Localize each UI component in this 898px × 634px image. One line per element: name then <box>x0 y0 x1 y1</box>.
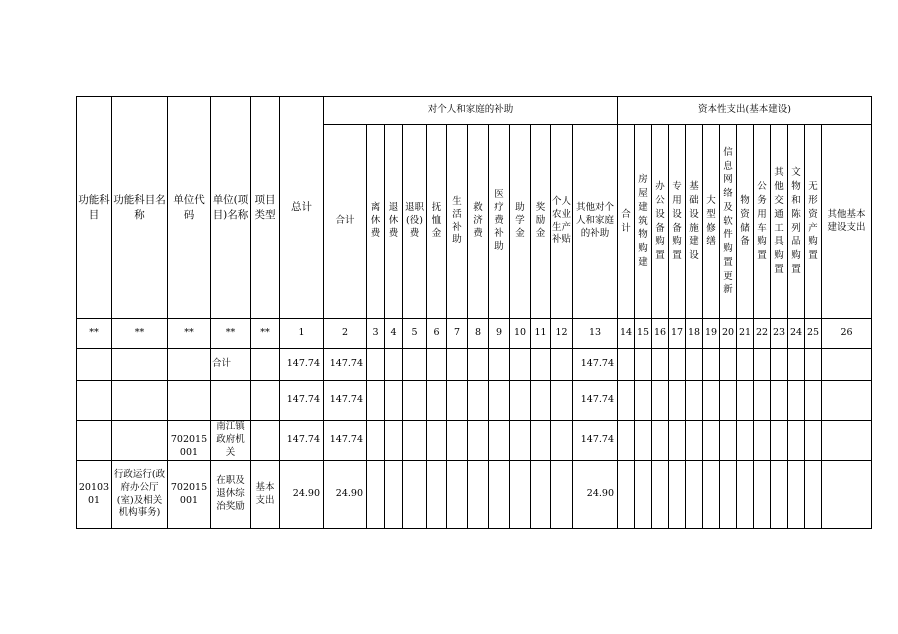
cell-item-type: 基本支出 <box>251 461 280 529</box>
cell-func-name <box>112 421 168 461</box>
index-number: 11 <box>531 319 551 349</box>
index-number: 15 <box>635 319 652 349</box>
header-resignation: 退职(役)费 <box>403 125 427 319</box>
header-agri-subsidy: 个人农业生产补贴 <box>551 125 573 319</box>
index-number: 18 <box>686 319 703 349</box>
cell-unit-name: 合计 <box>211 349 251 381</box>
cell-item-type <box>251 349 280 381</box>
header-other-construction: 其他基本建设支出 <box>822 125 872 319</box>
index-number: 25 <box>805 319 822 349</box>
cell-other-personal: 147.74 <box>573 421 618 461</box>
header-info-network: 信息网络及软件购置更新 <box>720 125 737 319</box>
index-number: 2 <box>324 319 367 349</box>
header-medical-subsidy: 医疗费补助 <box>489 125 510 319</box>
cell-other-personal: 147.74 <box>573 381 618 421</box>
index-number: 26 <box>822 319 872 349</box>
index-number: 6 <box>427 319 447 349</box>
cell-total: 24.90 <box>280 461 324 529</box>
index-number: 8 <box>468 319 489 349</box>
header-major-repair: 大型修缮 <box>703 125 720 319</box>
cell-func-code: 2010301 <box>77 461 112 529</box>
header-intangible-assets: 无形资产购置 <box>805 125 822 319</box>
cell-unit-code: 702015001 <box>168 421 211 461</box>
header-func-name: 功能科目名称 <box>112 97 168 319</box>
index-number: 5 <box>403 319 427 349</box>
index-number: 3 <box>367 319 385 349</box>
index-number: 14 <box>618 319 635 349</box>
budget-table <box>76 96 872 529</box>
index-number: 21 <box>737 319 754 349</box>
cell-unit-code <box>168 349 211 381</box>
cell-personal-total: 147.74 <box>324 421 367 461</box>
header-capital-total: 合计 <box>618 125 635 319</box>
header-pension: 抚恤金 <box>427 125 447 319</box>
header-special-equipment: 专用设备购置 <box>669 125 686 319</box>
cell-func-name: 行政运行(政府办公厅(室)及相关机构事务) <box>112 461 168 529</box>
cell-func-code <box>77 421 112 461</box>
header-living-subsidy: 生活补助 <box>447 125 468 319</box>
cell-item-type <box>251 381 280 421</box>
index-number: 13 <box>573 319 618 349</box>
cell-personal-total: 24.90 <box>324 461 367 529</box>
index-number: 23 <box>771 319 788 349</box>
index-number: 24 <box>788 319 805 349</box>
index-number: 19 <box>703 319 720 349</box>
header-office-equipment: 办公设备购置 <box>652 125 669 319</box>
index-number: 17 <box>669 319 686 349</box>
index-number: 9 <box>489 319 510 349</box>
cell-personal-total: 147.74 <box>324 349 367 381</box>
index-number: 4 <box>385 319 403 349</box>
cell-other-personal: 147.74 <box>573 349 618 381</box>
cell-item-type <box>251 421 280 461</box>
cell-other-personal: 24.90 <box>573 461 618 529</box>
header-unit-code: 单位代码 <box>168 97 211 319</box>
table-row <box>77 421 872 461</box>
index-number: 10 <box>510 319 531 349</box>
header-cultural-relics: 文物和陈列品购置 <box>788 125 805 319</box>
index-number: 12 <box>551 319 573 349</box>
header-retirement: 退休费 <box>385 125 403 319</box>
header-other-transport: 其他交通工具购置 <box>771 125 788 319</box>
header-func-code: 功能科目 <box>77 97 112 319</box>
index-number: 16 <box>652 319 669 349</box>
table-row <box>77 349 872 381</box>
index-number: 7 <box>447 319 468 349</box>
header-scholarship: 助学金 <box>510 125 531 319</box>
index-row <box>77 319 872 349</box>
table-row <box>77 461 872 529</box>
cell-func-name <box>112 349 168 381</box>
header-relief: 救济费 <box>468 125 489 319</box>
index-star: ** <box>168 319 211 349</box>
index-star: ** <box>251 319 280 349</box>
cell-func-code <box>77 349 112 381</box>
header-personal-total: 合计 <box>324 125 367 319</box>
cell-func-name <box>112 381 168 421</box>
index-number: 1 <box>280 319 324 349</box>
cell-total: 147.74 <box>280 381 324 421</box>
cell-total: 147.74 <box>280 421 324 461</box>
cell-unit-code: 702015001 <box>168 461 211 529</box>
cell-total: 147.74 <box>280 349 324 381</box>
index-star: ** <box>77 319 112 349</box>
index-number: 22 <box>754 319 771 349</box>
cell-func-code <box>77 381 112 421</box>
header-item-type: 项目类型 <box>251 97 280 319</box>
header-row-groups <box>77 97 872 125</box>
header-reward: 奖励金 <box>531 125 551 319</box>
header-building: 房屋建筑物购建 <box>635 125 652 319</box>
table-row <box>77 381 872 421</box>
header-infrastructure: 基础设施建设 <box>686 125 703 319</box>
header-total: 总计 <box>280 97 324 319</box>
header-unit-name: 单位(项目)名称 <box>211 97 251 319</box>
cell-personal-total: 147.74 <box>324 381 367 421</box>
index-star: ** <box>112 319 168 349</box>
header-other-personal: 其他对个人和家庭的补助 <box>573 125 618 319</box>
header-material-reserve: 物资储备 <box>737 125 754 319</box>
cell-unit-code <box>168 381 211 421</box>
index-star: ** <box>211 319 251 349</box>
header-official-vehicle: 公务用车购置 <box>754 125 771 319</box>
cell-unit-name: 南江镇政府机关 <box>211 421 251 461</box>
cell-unit-name: 在职及退休综治奖励 <box>211 461 251 529</box>
header-group-personal: 对个人和家庭的补助 <box>324 97 618 125</box>
cell-unit-name <box>211 381 251 421</box>
header-group-capital: 资本性支出(基本建设) <box>618 97 872 125</box>
header-retirement-lixiu: 离休费 <box>367 125 385 319</box>
index-number: 20 <box>720 319 737 349</box>
